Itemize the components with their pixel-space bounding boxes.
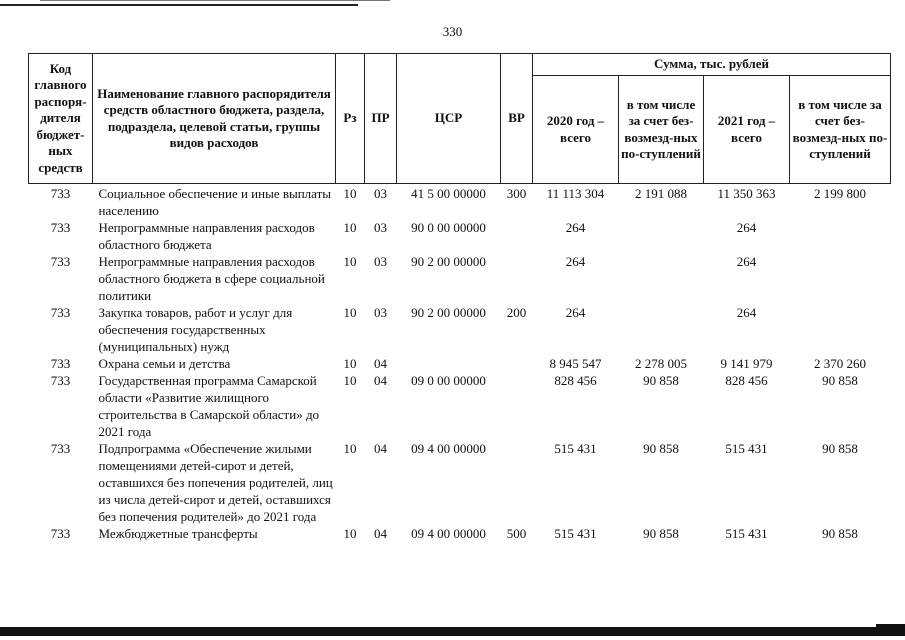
row-name: Государственная программа Самарской области «Развитие жилищного строительства в Самарской области» до 2021 года bbox=[98, 373, 320, 439]
row-csr: 09 4 00 00000 bbox=[411, 526, 486, 541]
row-2020-free bbox=[619, 253, 704, 304]
row-2020-free bbox=[619, 219, 704, 253]
row-2021-free: 90 858 bbox=[822, 441, 858, 456]
table-row bbox=[29, 184, 891, 220]
table-row bbox=[29, 355, 891, 372]
row-vr bbox=[501, 440, 533, 525]
row-name: Непрограммные направления расходов областного бюджета bbox=[98, 220, 315, 252]
row-2020-total: 264 bbox=[565, 220, 586, 235]
row-2021-free: 2 199 800 bbox=[814, 186, 866, 201]
row-2021-free bbox=[790, 253, 891, 304]
row-vr bbox=[501, 372, 533, 440]
row-2021-free: 90 858 bbox=[822, 526, 858, 541]
row-code: 733 bbox=[50, 254, 71, 269]
row-2021-total: 264 bbox=[736, 254, 757, 269]
row-code: 733 bbox=[50, 373, 71, 388]
row-code: 733 bbox=[50, 441, 71, 456]
row-code: 733 bbox=[50, 356, 71, 371]
row-pr: 03 bbox=[374, 186, 387, 201]
row-2021-total: 9 141 979 bbox=[720, 356, 773, 371]
table-row bbox=[29, 304, 891, 355]
budget-table bbox=[28, 53, 891, 542]
row-2021-total: 264 bbox=[736, 220, 757, 235]
row-rz: 10 bbox=[343, 186, 357, 201]
header-2021-free: в том числе за счет без-возмезд-ных по-ступлений bbox=[790, 76, 891, 184]
table-row bbox=[29, 440, 891, 525]
header-name: Наименование главного распорядителя средств областного бюджета, раздела, подраздела, целевой статьи, группы видов расходов bbox=[93, 54, 336, 184]
header-pr: ПР bbox=[365, 54, 397, 184]
row-name: Непрограммные направления расходов областного бюджета в сфере социальной политики bbox=[98, 254, 325, 303]
row-2020-total: 515 431 bbox=[554, 526, 597, 541]
row-name: Социальное обеспечение и иные выплаты населению bbox=[98, 186, 332, 218]
row-vr bbox=[501, 355, 533, 372]
row-pr: 03 bbox=[374, 254, 387, 269]
row-2021-total: 828 456 bbox=[725, 373, 768, 388]
row-code: 733 bbox=[50, 526, 71, 541]
row-name: Охрана семьи и детства bbox=[98, 356, 231, 371]
row-2020-total: 8 945 547 bbox=[549, 356, 602, 371]
row-pr: 04 bbox=[374, 441, 387, 456]
row-pr: 04 bbox=[374, 373, 387, 388]
row-2020-free: 90 858 bbox=[643, 441, 679, 456]
table-row bbox=[29, 372, 891, 440]
row-2020-free bbox=[619, 304, 704, 355]
row-pr: 03 bbox=[374, 305, 387, 320]
row-2020-total: 515 431 bbox=[554, 441, 597, 456]
row-csr: 90 0 00 00000 bbox=[411, 220, 486, 235]
table-row bbox=[29, 253, 891, 304]
table-row bbox=[29, 525, 891, 542]
row-code: 733 bbox=[50, 220, 71, 235]
row-rz: 10 bbox=[343, 220, 357, 235]
row-pr: 03 bbox=[374, 220, 387, 235]
row-2021-total: 515 431 bbox=[725, 526, 768, 541]
row-csr: 90 2 00 00000 bbox=[411, 254, 486, 269]
row-name: Закупка товаров, работ и услуг для обеспечения государственных (муниципальных) нужд bbox=[98, 305, 293, 354]
row-2021-free bbox=[790, 304, 891, 355]
header-2020-total: 2020 год – всего bbox=[533, 76, 619, 184]
row-csr bbox=[397, 355, 501, 372]
row-csr: 90 2 00 00000 bbox=[411, 305, 486, 320]
row-2020-free: 2 278 005 bbox=[635, 356, 687, 371]
header-csr: ЦСР bbox=[397, 54, 501, 184]
row-csr: 09 4 00 00000 bbox=[411, 441, 486, 456]
row-code: 733 bbox=[50, 186, 71, 201]
row-2020-total: 264 bbox=[565, 254, 586, 269]
row-rz: 10 bbox=[343, 305, 357, 320]
page-number: 330 bbox=[442, 24, 463, 39]
row-rz: 10 bbox=[343, 526, 357, 541]
row-2021-total: 264 bbox=[736, 305, 757, 320]
scan-artifact-bottom-corner bbox=[876, 624, 905, 636]
row-rz: 10 bbox=[343, 441, 357, 456]
row-2020-total: 828 456 bbox=[554, 373, 597, 388]
row-csr: 09 0 00 00000 bbox=[411, 373, 486, 388]
row-rz: 10 bbox=[343, 373, 357, 388]
header-code: Код главного распоря-дителя бюджет-ных средств bbox=[29, 54, 93, 184]
row-2021-free bbox=[790, 219, 891, 253]
row-rz: 10 bbox=[343, 356, 357, 371]
table-row bbox=[29, 219, 891, 253]
row-2021-total: 515 431 bbox=[725, 441, 768, 456]
header-vr: ВР bbox=[501, 54, 533, 184]
row-2021-total: 11 350 363 bbox=[717, 186, 776, 201]
header-rz: Рз bbox=[336, 54, 365, 184]
row-pr: 04 bbox=[374, 526, 387, 541]
row-vr: 500 bbox=[506, 526, 527, 541]
scan-artifact-line bbox=[0, 4, 358, 6]
row-2021-free: 90 858 bbox=[822, 373, 858, 388]
row-name: Межбюджетные трансферты bbox=[98, 526, 258, 541]
row-pr: 04 bbox=[374, 356, 387, 371]
row-2021-free: 2 370 260 bbox=[814, 356, 866, 371]
row-rz: 10 bbox=[343, 254, 357, 269]
row-2020-free: 2 191 088 bbox=[635, 186, 687, 201]
row-2020-free: 90 858 bbox=[643, 526, 679, 541]
row-vr: 200 bbox=[506, 305, 527, 320]
row-2020-free: 90 858 bbox=[643, 373, 679, 388]
row-vr: 300 bbox=[506, 186, 527, 201]
row-2020-total: 264 bbox=[565, 305, 586, 320]
row-vr bbox=[501, 253, 533, 304]
header-2021-total: 2021 год – всего bbox=[704, 76, 790, 184]
scan-artifact-line bbox=[40, 0, 390, 1]
row-code: 733 bbox=[50, 305, 71, 320]
row-name: Подпрограмма «Обеспечение жилыми помещениями детей-сирот и детей, оставшихся без попечения родителей, лиц из числа детей-сирот и детей, оставшихся без попечения родителей» до 2021 года bbox=[98, 441, 333, 524]
scan-artifact-bottom-bar bbox=[0, 627, 905, 636]
row-csr: 41 5 00 00000 bbox=[411, 186, 486, 201]
header-2020-free: в том числе за счет без-возмезд-ных по-ступлений bbox=[619, 76, 704, 184]
row-2020-total: 11 113 304 bbox=[546, 186, 605, 201]
header-sum-group: Сумма, тыс. рублей bbox=[533, 54, 891, 76]
row-vr bbox=[501, 219, 533, 253]
